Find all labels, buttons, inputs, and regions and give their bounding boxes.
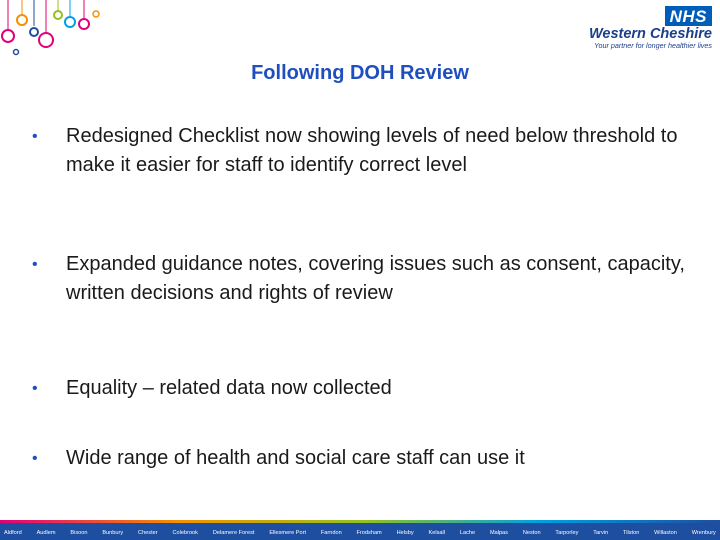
footer-town: Ellesmere Port <box>269 530 306 536</box>
footer-town: Chester <box>138 530 158 536</box>
footer-town: Kelsall <box>428 530 445 536</box>
footer-color-stripe <box>0 520 720 523</box>
footer-bar <box>0 520 720 540</box>
nhs-western-cheshire-logo <box>574 4 714 50</box>
footer-town: Tarvin <box>593 530 609 536</box>
bullet-dot-icon: • <box>32 380 38 397</box>
bullet-text: Redesigned Checklist now showing levels of need below threshold to make it easier for staff to identify correct level <box>66 125 678 176</box>
footer-town: Aldford <box>4 530 22 536</box>
bullet-item <box>30 444 716 473</box>
bullet-item <box>30 374 716 403</box>
footer-town: Malpas <box>489 530 508 536</box>
slide-title: Following DOH Review <box>251 62 469 84</box>
footer-town: Farndon <box>320 530 342 536</box>
bullet-item <box>30 122 716 180</box>
footer-town: Neston <box>522 530 541 536</box>
footer-town: Tarporley <box>555 530 579 536</box>
footer-town: Wrenbury <box>691 530 716 536</box>
footer-town: Tilston <box>623 530 640 536</box>
footer-town: Audlem <box>36 530 56 536</box>
bullet-text: Equality – related data now collected <box>66 377 392 399</box>
footer-town: Bisoon <box>70 530 88 536</box>
bullet-text: Expanded guidance notes, covering issues such as consent, capacity, written decisions and rights of review <box>66 253 685 304</box>
bullet-dot-icon: • <box>32 256 38 273</box>
logo-tagline: Your partner for longer healthier lives <box>594 41 712 50</box>
footer-town: Frodsham <box>356 530 382 536</box>
footer-town: Lache <box>459 530 476 536</box>
logo-organisation-name: Western Cheshire <box>588 26 712 42</box>
nhs-badge: NHS <box>665 6 712 26</box>
footer-town: Colebrook <box>172 530 198 536</box>
footer-town: Helsby <box>396 530 414 536</box>
bullet-text: Wide range of health and social care staff can use it <box>66 447 525 469</box>
bullet-item <box>30 250 716 308</box>
footer-town: Willaston <box>654 530 677 536</box>
footer-town: Delamere Forest <box>212 530 255 536</box>
bullet-dot-icon: • <box>32 128 38 145</box>
footer-town: Bunbury <box>102 530 124 536</box>
footer-town-list <box>4 528 716 538</box>
bullet-dot-icon: • <box>32 450 38 467</box>
